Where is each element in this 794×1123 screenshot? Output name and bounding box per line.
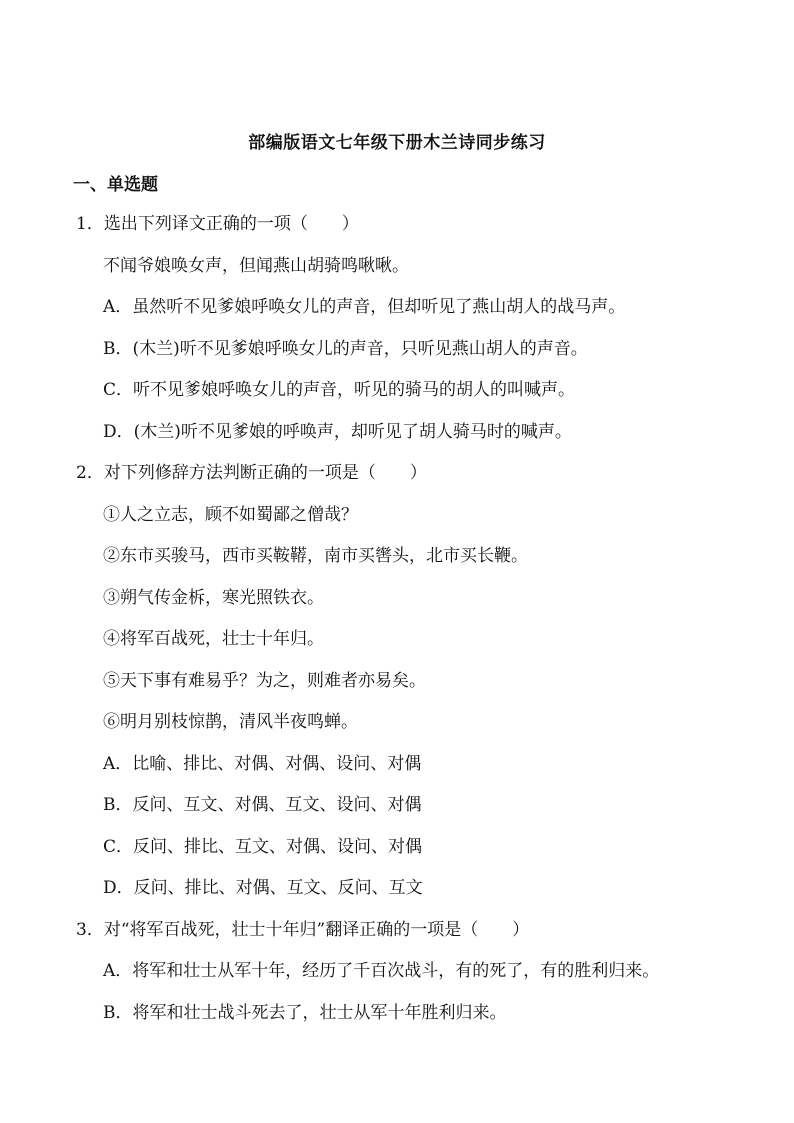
question-2-sentence-6: ⑥明月别枝惊鹊，清风半夜鸣蝉。 xyxy=(103,712,358,732)
question-2-sentence-3: ③朔气传金柝，寒光照铁衣。 xyxy=(103,588,324,608)
question-2-stem: 2．对下列修辞方法判断正确的一项是（ ） xyxy=(76,463,427,483)
question-1-stem: 1．选出下列译文正确的一项（ ） xyxy=(76,214,359,234)
question-1-option-d[interactable]: D．(木兰)听不见爹娘的呼唤声，却听见了胡人骑马时的喊声。 xyxy=(103,422,572,442)
question-1-option-a[interactable]: A．虽然听不见爹娘呼唤女儿的声音，但却听见了燕山胡人的战马声。 xyxy=(103,297,626,317)
question-1-passage: 不闻爷娘唤女声，但闻燕山胡骑鸣啾啾。 xyxy=(103,256,409,276)
question-2-option-c[interactable]: C．反问、排比、互文、对偶、设问、对偶 xyxy=(103,837,423,857)
question-2-option-a[interactable]: A．比喻、排比、对偶、对偶、设问、对偶 xyxy=(103,754,422,774)
section-heading: 一、单选题 xyxy=(73,175,158,195)
question-2-option-d[interactable]: D．反问、排比、对偶、互文、反问、互文 xyxy=(103,878,423,898)
question-3-option-b[interactable]: B．将军和壮士战斗死去了，壮士从军十年胜利归来。 xyxy=(103,1003,507,1023)
question-1-option-b[interactable]: B．(木兰)听不见爹娘呼唤女儿的声音，只听见燕山胡人的声音。 xyxy=(103,339,588,359)
question-2-sentence-2: ②东市买骏马，西市买鞍鞯，南市买辔头，北市买长鞭。 xyxy=(103,546,528,566)
question-1-option-c[interactable]: C．听不见爹娘呼唤女儿的声音，听见的骑马的胡人的叫喊声。 xyxy=(103,380,576,400)
page-title: 部编版语文七年级下册木兰诗同步练习 xyxy=(248,133,546,153)
question-3-stem: 3．对“将军百战死，壮士十年归”翻译正确的一项是（ ） xyxy=(76,920,530,940)
question-2-sentence-5: ⑤天下事有难易乎？为之，则难者亦易矣。 xyxy=(103,671,426,691)
question-2-sentence-1: ①人之立志，顾不如蜀鄙之僧哉？ xyxy=(103,505,358,525)
question-2-sentence-4: ④将军百战死，壮士十年归。 xyxy=(103,629,324,649)
question-2-option-b[interactable]: B．反问、互文、对偶、互文、设问、对偶 xyxy=(103,795,422,815)
question-3-option-a[interactable]: A．将军和壮士从军十年，经历了千百次战斗，有的死了，有的胜利归来。 xyxy=(103,961,660,981)
